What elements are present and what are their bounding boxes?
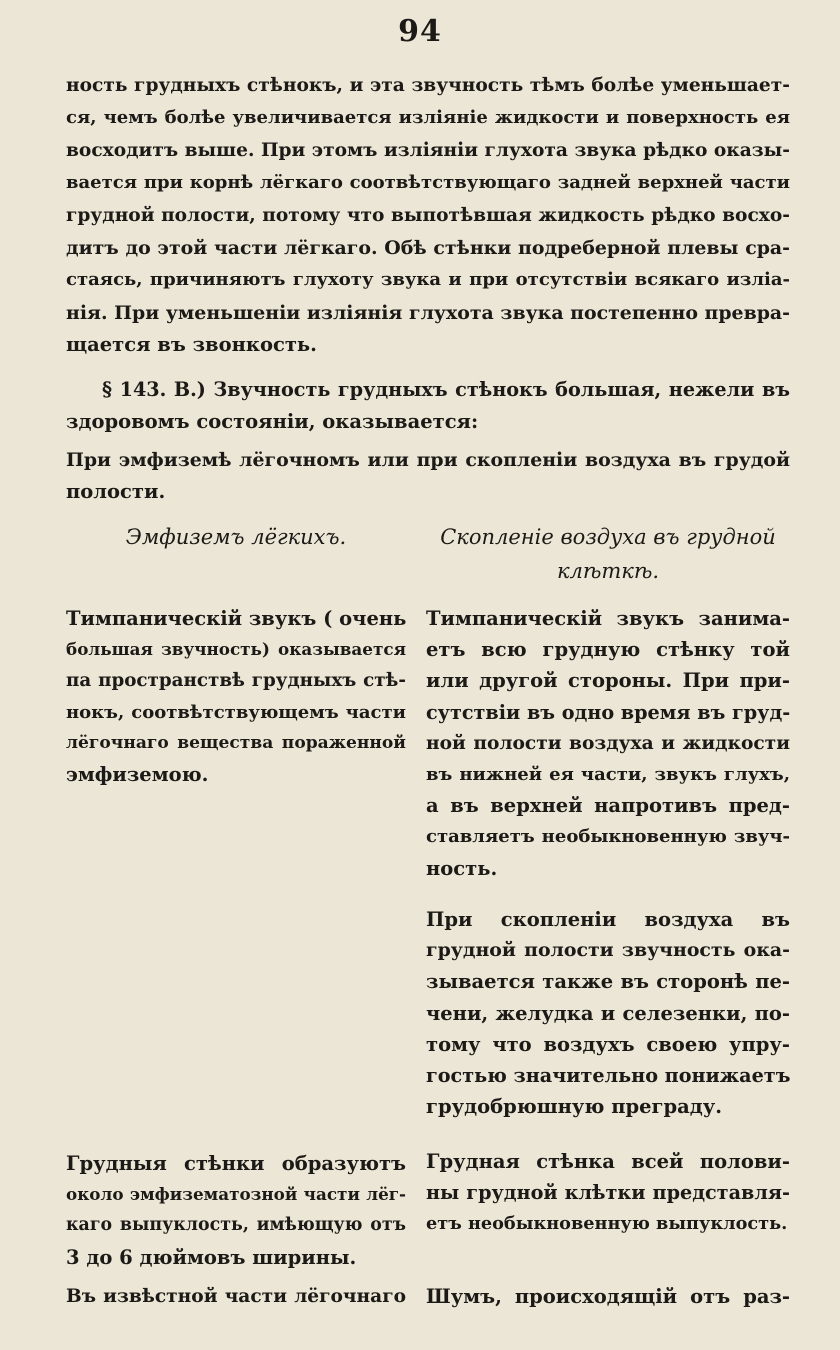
text-line: Тимпаническій звукъ ( очень	[66, 607, 407, 630]
text-line: Грудныя стѣнки образуютъ	[66, 1152, 406, 1175]
right-column-paragraph-4	[426, 1281, 790, 1312]
right-column-heading	[426, 520, 790, 588]
text-line: зывается также въ сторонѣ пе-	[426, 970, 790, 994]
left-column-paragraph-1	[66, 603, 406, 790]
text-line: эмфиземою.	[66, 763, 209, 787]
text-line: а въ верхней напротивъ пред-	[426, 794, 790, 818]
left-column-paragraph-3	[66, 1281, 406, 1312]
text-line: восходитъ выше. При этомъ изліяніи глухота звука рѣдко оказы-	[66, 139, 790, 161]
continuation-paragraph	[66, 70, 790, 362]
text-line: Тимпаническій звукъ занима-	[426, 607, 790, 630]
text-line: сутствіи въ одно время въ груд-	[426, 700, 791, 724]
section-143	[66, 374, 790, 439]
text-line: па пространствѣ грудныхъ стѣ-	[66, 670, 406, 692]
text-line: ставляетъ необыкновенную звуч-	[426, 826, 790, 848]
text-line: При скопленіи воздуха въ	[426, 908, 790, 931]
text-line: полости.	[66, 480, 166, 504]
text-line: грудобрюшную преграду.	[426, 1095, 723, 1119]
left-column-heading: Эмфиземъ лёгкихъ.	[125, 525, 347, 549]
text-line: тому что воздухъ своею упру-	[426, 1032, 790, 1056]
intro-paragraph	[66, 444, 790, 509]
text-line: ны грудной клѣтки представля-	[426, 1181, 790, 1205]
right-column-paragraph-1	[426, 603, 790, 884]
text-line: лёгочнаго вещества пораженной	[66, 732, 406, 753]
text-line: При эмфиземѣ лёгочномъ или при скопленіи воздуха въ грудой	[66, 449, 790, 471]
text-line: етъ необыкновенную выпуклость.	[426, 1213, 788, 1235]
text-line: ность.	[426, 856, 498, 880]
text-line: стаясь, причиняютъ глухоту звука и при отсутствіи всякаго изліа-	[66, 269, 790, 291]
text-line: дитъ до этой части лёгкаго. Обѣ стѣнки подреберной плевы сра-	[66, 237, 790, 260]
text-line: щается въ звонкость.	[66, 333, 317, 357]
text-line: ность грудныхъ стѣнокъ, и эта звучность тѣмъ болѣе уменьшает-	[66, 75, 790, 96]
text-line: нокъ, соотвѣтствующемъ части	[66, 701, 406, 723]
text-line: около эмфизематозной части лёг-	[66, 1184, 406, 1205]
text-line: ся, чемъ болѣе увеличивается изліяніе жидкости и поверхность ея	[66, 107, 790, 129]
right-column-paragraph-3	[426, 1146, 790, 1240]
text-line: етъ всю грудную стѣнку той	[426, 638, 790, 662]
text-line: ной полости воздуха и жидкости	[426, 732, 790, 754]
text-line: гостью значительно понижаетъ	[426, 1064, 791, 1088]
section-first-line	[66, 374, 790, 406]
text-line: нія. При уменьшеніи изліянія глухота звука постепенно превра-	[66, 301, 790, 324]
right-column-paragraph-2	[426, 904, 790, 1122]
text-line: въ нижней ея части, звукъ глухъ,	[426, 764, 790, 786]
section-number: § 143. В.)	[102, 378, 206, 401]
text-line: вается при корнѣ лёгкаго соотвѣтствующаго задней верхней части	[66, 172, 790, 194]
text-line: грудной полости звучность ока-	[426, 939, 790, 962]
text-line: 3 до 6 дюймовъ ширины.	[66, 1245, 357, 1269]
text-line: Въ извѣстной части лёгочнаго	[66, 1286, 406, 1307]
text-line: здоровомъ состояніи, оказывается:	[66, 410, 479, 434]
text-line: Грудная стѣнка всей полови-	[426, 1150, 790, 1173]
page-number: 94	[398, 14, 442, 49]
text-line: или другой стороны. При при-	[426, 669, 790, 693]
text-line: большая звучность) оказывается	[66, 639, 406, 660]
text-line: грудной полости, потому что выпотѣвшая жидкость рѣдко восхо-	[66, 204, 790, 226]
text-line: чени, желудка и селезенки, по-	[426, 1001, 790, 1025]
heading-line: Скопленіе воздуха въ грудной	[440, 525, 776, 549]
text-line: каго выпуклость, имѣющую отъ	[66, 1215, 406, 1236]
text-line: Звучность грудныхъ стѣнокъ большая, нежели въ	[213, 378, 790, 401]
heading-line: клѣткѣ.	[556, 559, 660, 583]
left-column-paragraph-2	[66, 1148, 406, 1273]
text-line: Шумъ, происходящій отъ раз-	[426, 1285, 790, 1308]
